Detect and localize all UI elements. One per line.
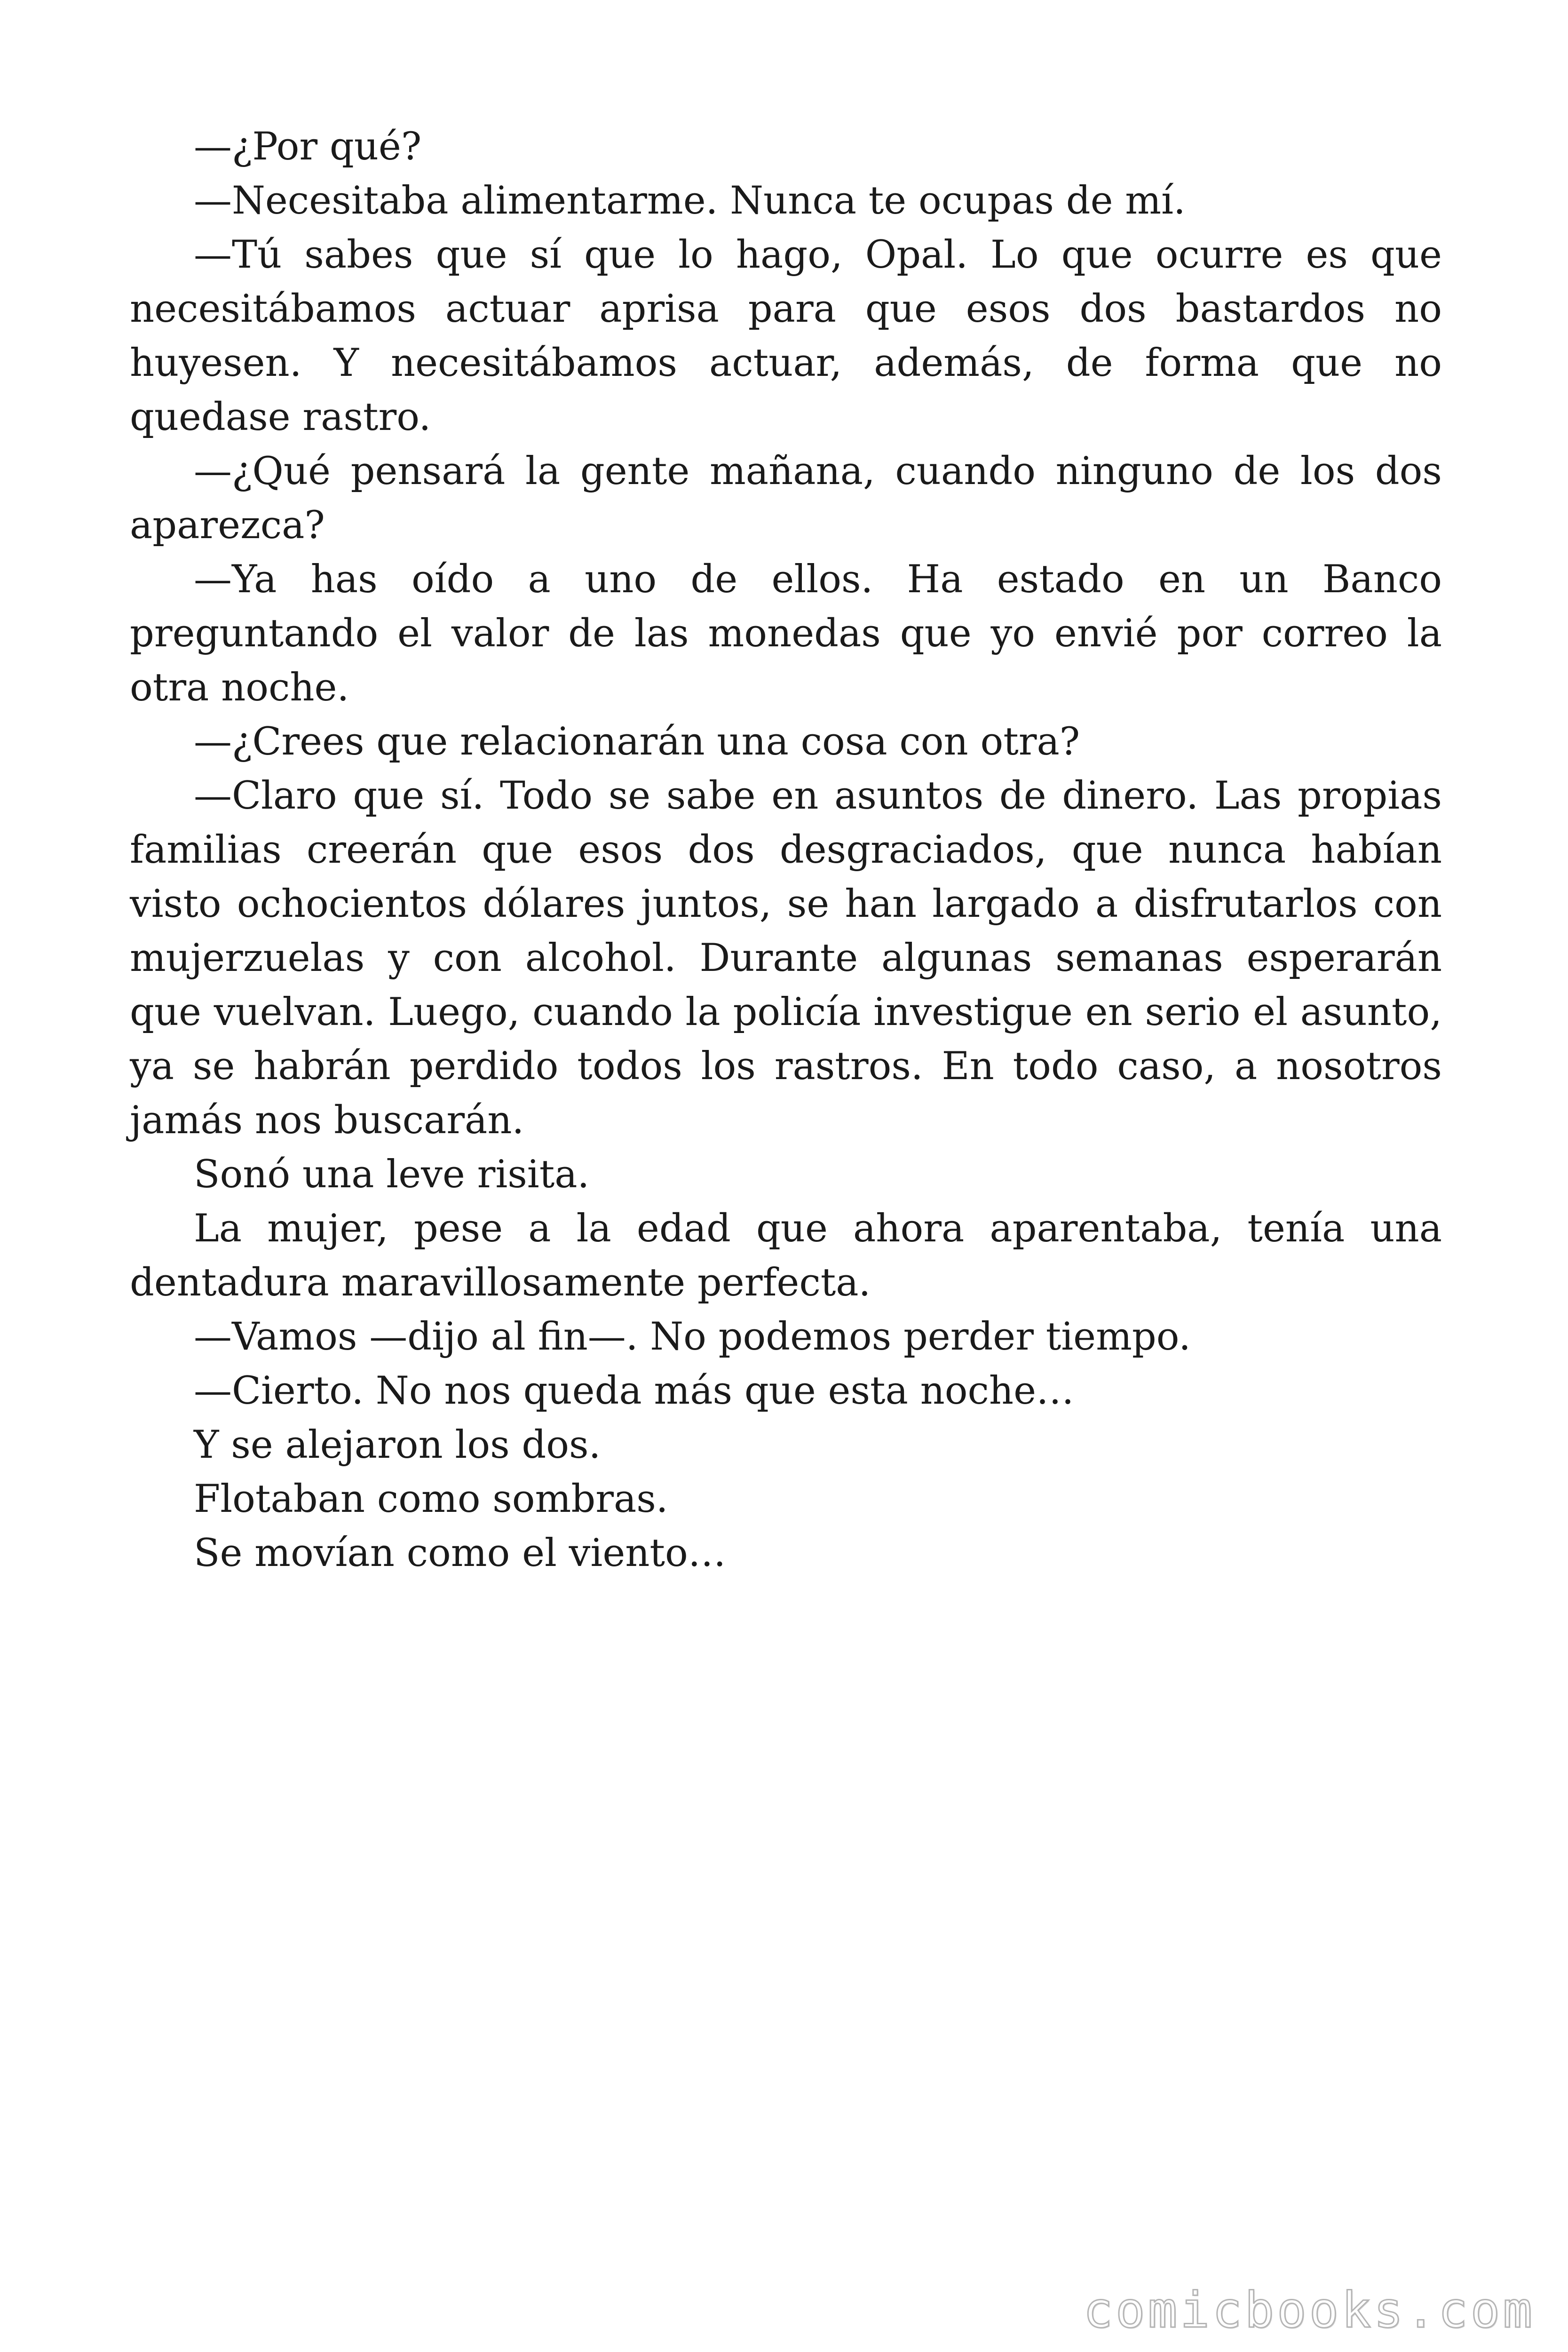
paragraph: —Tú sabes que sí que lo hago, Opal. Lo que ocurre es que necesitábamos actuar aprisa para que esos dos bastardos no huyesen. Y necesitábamos actuar, además, de forma que no quedase rastro. xyxy=(130,233,1442,439)
paragraph: —Necesitaba alimentarme. Nunca te ocupas de mí. xyxy=(194,179,1186,223)
paragraph: La mujer, pese a la edad que ahora aparentaba, tenía una dentadura maravillosamente perfecta. xyxy=(130,1207,1442,1305)
paragraph: —Vamos —dijo al fin—. No podemos perder tiempo. xyxy=(194,1315,1191,1359)
paragraph: Sonó una leve risita. xyxy=(194,1152,590,1197)
paragraph: —Ya has oído a uno de ellos. Ha estado en un Banco preguntando el valor de las monedas que yo envié por correo la otra noche. xyxy=(130,557,1442,710)
paragraph: Se movían como el viento… xyxy=(194,1531,726,1575)
paragraph: —¿Por qué? xyxy=(194,125,422,169)
paragraph: —Cierto. No nos queda más que esta noche… xyxy=(194,1369,1075,1413)
paragraph: Flotaban como sombras. xyxy=(194,1477,668,1521)
paragraph: —Claro que sí. Todo se sabe en asuntos de dinero. Las propias familias creerán que esos dos desgraciados, que nunca habían visto ochocientos dólares juntos, se han largado a disfrutarlos con mujerzuelas y con alcohol. Durante algunas semanas esperarán que vuelvan. Luego, cuando la policía investigue en serio el asunto, ya se habrán perdido todos los rastros. En todo caso, a nosotros jamás nos buscarán. xyxy=(130,774,1442,1143)
watermark-text: comicbooks.com xyxy=(1083,2281,1535,2339)
paragraph: Y se alejaron los dos. xyxy=(194,1423,601,1467)
paragraph: —¿Qué pensará la gente mañana, cuando ninguno de los dos aparezca? xyxy=(130,449,1442,548)
page-text xyxy=(130,120,1442,1581)
paragraph: —¿Crees que relacionarán una cosa con otra? xyxy=(194,720,1080,764)
